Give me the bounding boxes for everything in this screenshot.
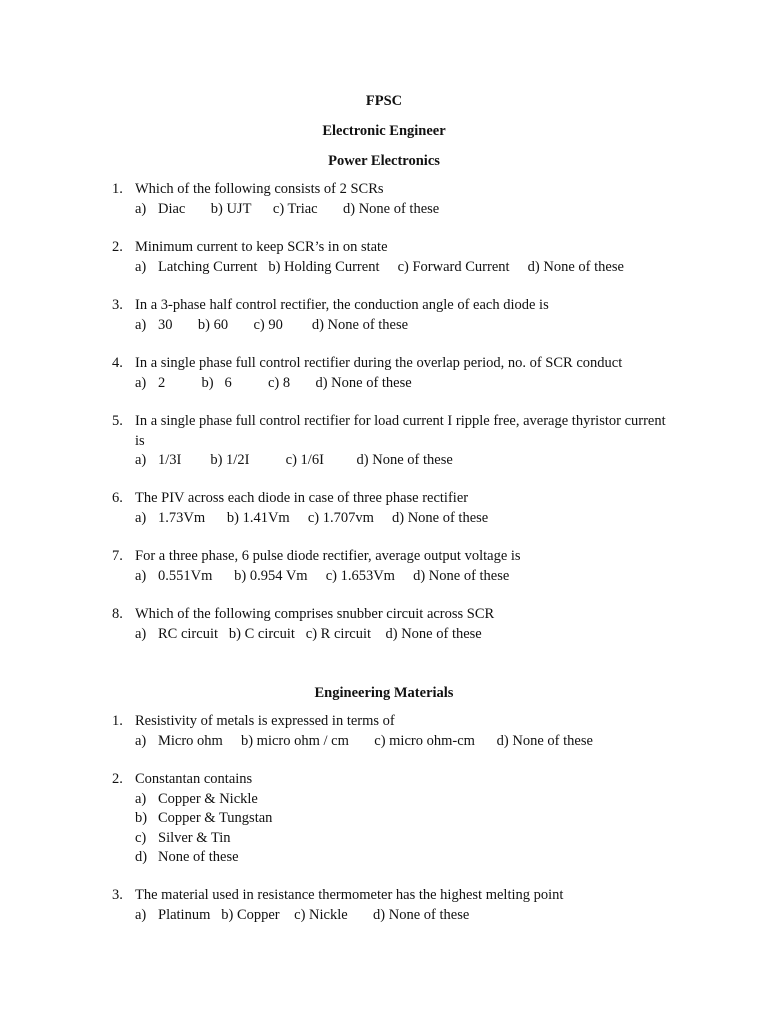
question-item (112, 354, 672, 393)
options-text: Micro ohm b) micro ohm / cm c) micro ohm-cm d) None of these (158, 732, 593, 749)
option-item (112, 790, 672, 810)
question-text: Which of the following consists of 2 SCRs (135, 181, 384, 197)
option-letter: a) (135, 906, 147, 923)
options-text: 2 b) 6 c) 8 d) None of these (158, 374, 412, 391)
option-letter: a) (135, 567, 147, 584)
question-item (112, 180, 672, 219)
option-letter: a) (135, 732, 147, 749)
post-heading: Electronic Engineer (322, 123, 446, 139)
question-number: 4. (112, 355, 123, 371)
option-letter: a) (135, 374, 147, 391)
option-item (112, 829, 672, 849)
question-text: Which of the following comprises snubber circuit across SCR (135, 606, 495, 622)
question-number: 8. (112, 606, 123, 622)
options-text: Diac b) UJT c) Triac d) None of these (158, 200, 440, 217)
question-text: Resistivity of metals is expressed in terms of (135, 713, 395, 729)
option-text: Copper & Nickle (158, 790, 258, 807)
question-item (112, 770, 672, 868)
option-letter: b) (135, 810, 148, 826)
options-text: Platinum b) Copper c) Nickle d) None of these (158, 906, 470, 923)
question-item (112, 238, 672, 277)
option-letter: c) (135, 829, 147, 846)
question-item (112, 489, 672, 528)
question-number: 2. (112, 239, 123, 255)
question-number: 7. (112, 548, 123, 564)
question-text: For a three phase, 6 pulse diode rectifier, average output voltage is (135, 548, 521, 564)
question-number: 1. (112, 713, 123, 729)
question-item (112, 886, 672, 925)
question-text: Constantan contains (135, 771, 253, 787)
option-item (112, 848, 672, 868)
options-text: 1/3I b) 1/2I c) 1/6I d) None of these (158, 452, 453, 468)
option-letter: a) (135, 790, 147, 807)
option-item (112, 809, 672, 829)
option-text: Silver & Tin (158, 829, 231, 846)
question-number: 3. (112, 297, 123, 313)
section-heading-power-electronics: Power Electronics (328, 153, 440, 169)
org-heading: FPSC (365, 93, 403, 109)
question-item (112, 605, 672, 644)
option-text: None of these (158, 849, 239, 865)
question-number: 3. (112, 887, 123, 903)
option-letter: a) (135, 509, 147, 526)
options-text: 1.73Vm b) 1.41Vm c) 1.707vm d) None of these (158, 509, 489, 526)
question-number: 2. (112, 771, 123, 787)
options-text: 30 b) 60 c) 90 d) None of these (158, 316, 409, 333)
option-letter: a) (135, 316, 147, 333)
option-text: Copper & Tungstan (158, 810, 273, 826)
question-text: The material used in resistance thermometer has the highest melting point (135, 887, 564, 903)
question-text: In a single phase full control rectifier during the overlap period, no. of SCR conduct (135, 355, 623, 371)
question-number: 6. (112, 490, 123, 506)
options-text: 0.551Vm b) 0.954 Vm c) 1.653Vm d) None of these (158, 567, 510, 584)
question-text: In a 3-phase half control rectifier, the conduction angle of each diode is (135, 297, 549, 313)
question-item (112, 412, 672, 471)
option-letter: a) (135, 625, 147, 642)
question-item (112, 296, 672, 335)
question-number: 5. (112, 413, 123, 429)
question-text: In a single phase full control rectifier for load current I ripple free, average thyristor current is (135, 413, 666, 449)
section-heading-engineering-materials: Engineering Materials (314, 685, 454, 701)
question-item (112, 547, 672, 586)
option-letter: a) (135, 452, 147, 468)
options-text: Latching Current b) Holding Current c) Forward Current d) None of these (158, 258, 624, 275)
option-letter: a) (135, 258, 147, 275)
question-text: Minimum current to keep SCR’s in on state (135, 239, 388, 255)
question-text: The PIV across each diode in case of three phase rectifier (135, 490, 469, 506)
options-text: RC circuit b) C circuit c) R circuit d) None of these (158, 625, 482, 642)
question-item (112, 712, 672, 751)
option-letter: a) (135, 200, 147, 217)
question-number: 1. (112, 181, 123, 197)
option-letter: d) (135, 849, 148, 865)
